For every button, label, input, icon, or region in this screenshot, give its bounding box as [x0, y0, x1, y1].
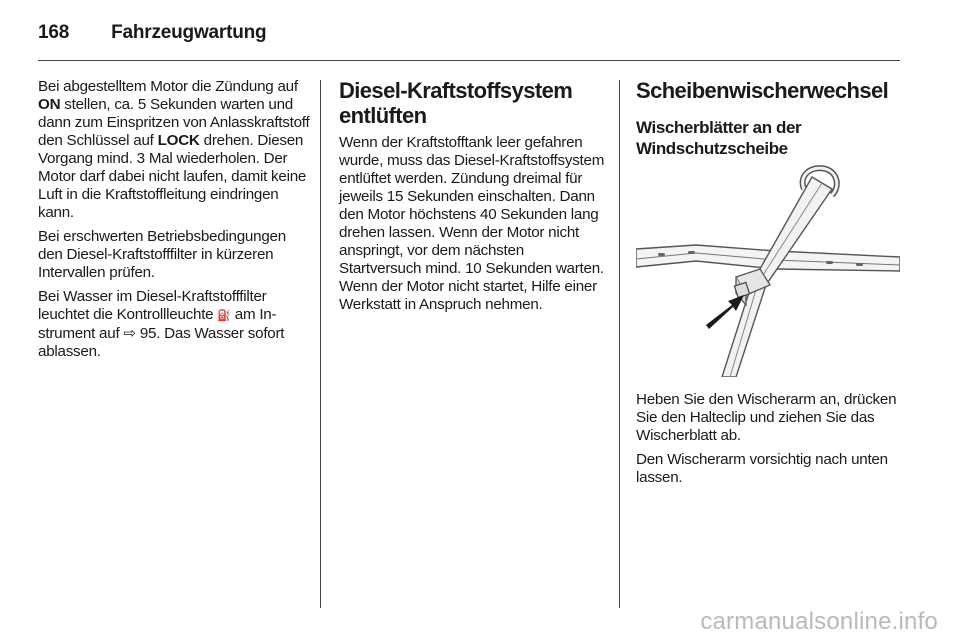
ignition-lock-label: LOCK — [157, 132, 200, 149]
chapter-title: Fahrzeugwartung — [111, 22, 267, 43]
wiper-blade-illustration — [636, 165, 900, 377]
column-divider — [320, 80, 321, 608]
paragraph-diesel-bleeding: Wenn der Kraftstofftank leer gefahren wurde, muss das Diesel-Kraftstoffsystem entlüftet werden. Zündung dreimal für jeweils 15 Sekunden einschalten. Dann den Motor höchstens 40 Sekunden lang drehen lassen. Wenn der Motor nicht anspringt, vor dem nächsten Startversuch mind. 10 Sekunden warten. Wenn der Motor nicht startet, Hilfe einer Werkstatt in Anspruch nehmen. — [339, 134, 605, 313]
wiper-illustration-svg — [636, 165, 900, 377]
paragraph-lower-arm: Den Wischerarm vorsichtig nach unten lassen. — [636, 451, 888, 486]
page-reference-icon: ⇨ — [123, 325, 136, 342]
water-in-fuel-icon: ⛽ — [217, 310, 231, 322]
text-span: Bei Wasser im Diesel-Kraftstofffilter leuchtet die Kontrollleuchte — [38, 288, 267, 323]
ignition-on-label: ON — [38, 96, 61, 113]
column-divider — [619, 80, 620, 608]
watermark: carmanualsonline.info — [700, 608, 938, 635]
subsection-heading-windscreen-wipers: Wischerblätter an der Windschutzscheibe — [636, 118, 802, 158]
header-rule — [38, 60, 900, 61]
page-header — [38, 18, 266, 48]
paragraph-filter-check: Bei erschwerten Betriebsbedingungen den Diesel-Kraftstofffilter in kürzeren Intervallen prüfen. — [38, 228, 286, 281]
column-2 — [339, 78, 605, 320]
paragraph-remove-blade: Heben Sie den Wischerarm an, drücken Sie den Halteclip und ziehen Sie das Wischerblatt ab. — [636, 391, 897, 444]
text-span: stellen, ca. 5 Sekunden warten und dann zum Einspritzen von Anlasskraftstoff den Schlüssel auf — [38, 96, 310, 149]
text-span: 95. Das Wasser sofort ablassen. — [38, 325, 285, 360]
page-number: 168 — [38, 22, 70, 43]
section-heading-diesel-bleeding: Diesel-Kraftstoffsystem entlüften — [339, 78, 573, 128]
text-span: Bei abgestelltem Motor die Zündung auf — [38, 78, 298, 95]
text-span: am Instrument auf — [38, 306, 277, 342]
paragraph-water-in-filter — [38, 288, 310, 361]
column-1 — [38, 78, 310, 367]
text-span: drehen. Diesen Vorgang mind. 3 Mal wiederholen. Der Motor darf dabei nicht laufen, damit keine Luft in die Kraftstoffleitung eindringen kann. — [38, 132, 307, 221]
paragraph-ignition-procedure — [38, 78, 310, 222]
section-heading-wiper-change: Scheibenwischerwechsel — [636, 78, 889, 103]
